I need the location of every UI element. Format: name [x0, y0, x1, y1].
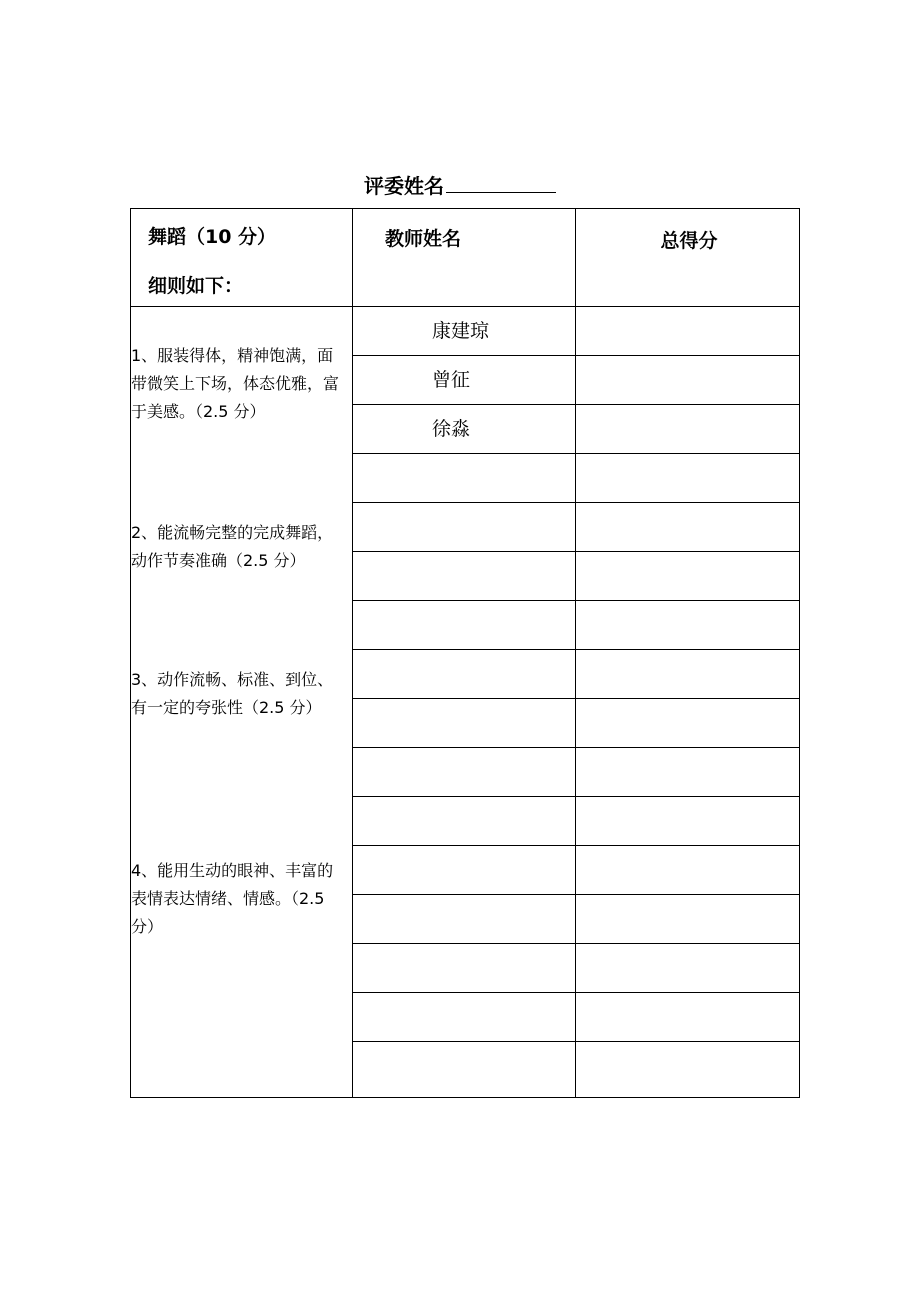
score-cell[interactable]: [576, 405, 799, 453]
rule-item-4: 4、能用生动的眼神、丰富的表情表达情绪、情感。（2.5 分）: [131, 861, 334, 936]
score-cell[interactable]: [576, 601, 799, 649]
score-cell[interactable]: [576, 993, 799, 1041]
score-cell[interactable]: [576, 307, 799, 355]
score-cell[interactable]: [576, 944, 799, 992]
score-cell[interactable]: [576, 699, 799, 747]
details-label: 细则如下：: [148, 275, 244, 297]
category-heading: 舞蹈（10 分）: [148, 226, 277, 248]
score-cell[interactable]: [576, 552, 799, 600]
rule-item-2: 2、能流畅完整的完成舞蹈，动作节奏准确（2.5 分）: [131, 523, 334, 570]
score-cell[interactable]: [576, 503, 799, 551]
judge-name-line: [0, 172, 920, 200]
judge-name-label: 评委姓名: [364, 174, 444, 198]
rule-item-3: 3、动作流畅、标准、到位、有一定的夸张性（2.5 分）: [131, 670, 334, 717]
score-cell[interactable]: [576, 748, 799, 796]
teacher-name-2: 曾征: [432, 369, 471, 391]
score-table: [130, 208, 800, 1098]
score-cell[interactable]: [576, 1042, 799, 1097]
teacher-name-3: 徐淼: [432, 418, 471, 440]
teacher-name-1: 康建琼: [432, 320, 490, 342]
judge-name-blank[interactable]: [446, 172, 556, 193]
score-cell[interactable]: [576, 454, 799, 502]
score-cell[interactable]: [576, 846, 799, 894]
score-cell[interactable]: [576, 797, 799, 845]
score-cell[interactable]: [576, 895, 799, 943]
rule-item-1: 1、服装得体，精神饱满，面带微笑上下场，体态优雅，富于美感。（2.5 分）: [131, 346, 340, 421]
teacher-name-header: 教师姓名: [385, 228, 462, 250]
total-score-header: 总得分: [660, 230, 718, 252]
score-cell[interactable]: [576, 356, 799, 404]
score-cell[interactable]: [576, 650, 799, 698]
